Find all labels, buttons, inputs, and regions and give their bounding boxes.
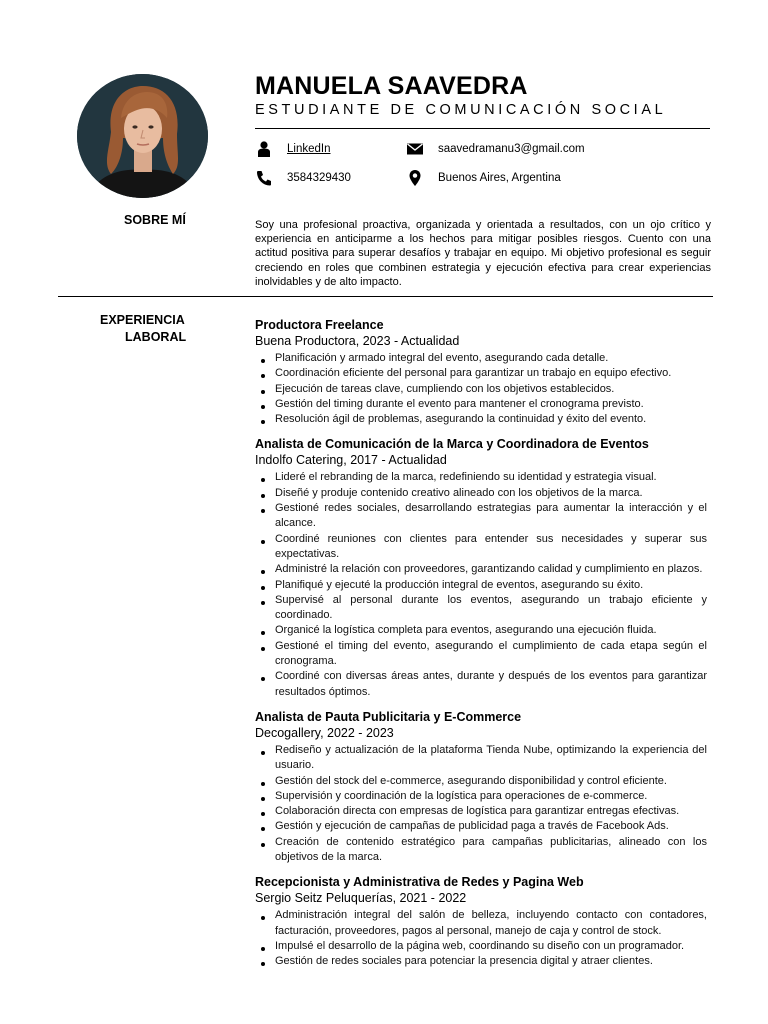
job-bullets (255, 351, 707, 427)
job-bullets (255, 908, 707, 969)
list-item: Resolución ágil de problemas, asegurando la continuidad y éxito del evento. (255, 412, 707, 427)
experience-heading-line2: LABORAL (125, 330, 187, 344)
job-title: Analista de Comunicación de la Marca y Coordinadora de Eventos (255, 437, 649, 452)
list-item: Gestión del stock del e-commerce, asegurando disponibilidad y control eficiente. (255, 774, 707, 789)
list-item: Creación de contenido estratégico para campañas publicitarias, alineado con los objetivos de la marca. (255, 835, 707, 866)
job-title: Analista de Pauta Publicitaria y E-Commerce (255, 709, 522, 724)
contact-location (406, 169, 561, 187)
phone-text[interactable]: 3584329430 (287, 172, 351, 184)
job-entry (255, 436, 707, 699)
phone-icon (255, 169, 273, 187)
email-text[interactable]: saavedramanu3@gmail.com (438, 143, 585, 155)
list-item: Gestioné el timing del evento, asegurando el cumplimiento de cada etapa según el cronograma. (255, 639, 707, 670)
candidate-role: ESTUDIANTE DE COMUNICACIÓN SOCIAL (255, 102, 667, 118)
job-title: Productora Freelance (255, 318, 384, 332)
job-meta: Sergio Seitz Peluquerías, 2021 - 2022 (255, 891, 467, 906)
experience-heading-line1: EXPERIENCIA (100, 313, 185, 327)
list-item: Colaboración directa con empresas de logística para garantizar entregas efectivas. (255, 804, 707, 819)
contact-phone[interactable] (255, 169, 351, 187)
list-item: Organicé la logística completa para eventos, asegurando una ejecución fluida. (255, 623, 707, 638)
list-item: Gestioné redes sociales, desarrollando estrategias para aumentar la interacción y el alcance. (255, 501, 707, 532)
candidate-name: MANUELA SAAVEDRA (255, 72, 528, 100)
job-entry (255, 709, 707, 865)
list-item: Lideré el rebranding de la marca, redefiniendo su identidad y estrategia visual. (255, 470, 707, 485)
job-bullets (255, 743, 707, 865)
person-icon (255, 140, 273, 158)
section-divider (58, 296, 713, 297)
list-item: Planifiqué y ejecuté la producción integral de eventos, asegurando su éxito. (255, 578, 707, 593)
contact-email[interactable] (406, 140, 585, 158)
job-entry (255, 874, 707, 969)
profile-photo (77, 74, 208, 198)
list-item: Coordiné con diversas áreas antes, durante y después de los eventos para garantizar resultados óptimos. (255, 669, 707, 700)
list-item: Rediseño y actualización de la plataforma Tienda Nube, optimizando la experiencia del usuario. (255, 743, 707, 774)
job-bullets (255, 470, 707, 699)
experience-list (255, 317, 707, 979)
list-item: Gestión de redes sociales para potenciar la presencia digital y atraer clientes. (255, 954, 707, 969)
list-item: Diseñé y produje contenido creativo alineado con los objetivos de la marca. (255, 486, 707, 501)
location-pin-icon (406, 169, 424, 187)
job-meta: Indolfo Catering, 2017 - Actualidad (255, 453, 447, 468)
job-meta: Buena Productora, 2023 - Actualidad (255, 334, 460, 348)
list-item: Gestión del timing durante el evento para mantener el cronograma previsto. (255, 397, 707, 412)
header-divider (255, 128, 710, 129)
about-text: Soy una profesional proactiva, organizada y orientada a resultados, con un ojo crítico y experiencia en anticiparme a los hechos para mitigar posibles riesgos. Cuento con una actitud positiva para superar desafíos y trabajar en equipo. Mi objetivo profesional es seguir creciendo en roles que combinen estrategia y ejecución efectiva para crear experiencias inolvidables y de alto impacto. (255, 219, 711, 288)
list-item: Supervisé al personal durante los eventos, asegurando un trabajo eficiente y coordinado. (255, 593, 707, 624)
list-item: Supervisión y coordinación de la logística para operaciones de e-commerce. (255, 789, 707, 804)
contact-linkedin[interactable] (255, 140, 330, 158)
list-item: Impulsé el desarrollo de la página web, coordinando su diseño con un programador. (255, 939, 707, 954)
about-heading: SOBRE MÍ (124, 213, 186, 227)
envelope-icon (406, 140, 424, 158)
job-entry (255, 317, 707, 427)
list-item: Administré la relación con proveedores, garantizando calidad y cumplimiento en plazos. (255, 562, 707, 577)
job-title: Recepcionista y Administrativa de Redes y Pagina Web (255, 875, 584, 890)
list-item: Ejecución de tareas clave, cumpliendo con los objetivos establecidos. (255, 382, 707, 397)
list-item: Gestión y ejecución de campañas de publicidad paga a través de Facebook Ads. (255, 819, 707, 834)
job-meta: Decogallery, 2022 - 2023 (255, 725, 394, 740)
list-item: Administración integral del salón de belleza, incluyendo contacto con contadores, facturación, proveedores, pagos al personal, manejo de caja y control de stock. (255, 908, 707, 939)
linkedin-link[interactable]: LinkedIn (287, 143, 331, 155)
list-item: Coordiné reuniones con clientes para entender sus necesidades y superar sus expectativas. (255, 532, 707, 563)
list-item: Planificación y armado integral del evento, asegurando cada detalle. (255, 351, 707, 366)
location-text: Buenos Aires, Argentina (438, 172, 561, 184)
list-item: Coordinación eficiente del personal para garantizar un trabajo en equipo efectivo. (255, 366, 707, 381)
